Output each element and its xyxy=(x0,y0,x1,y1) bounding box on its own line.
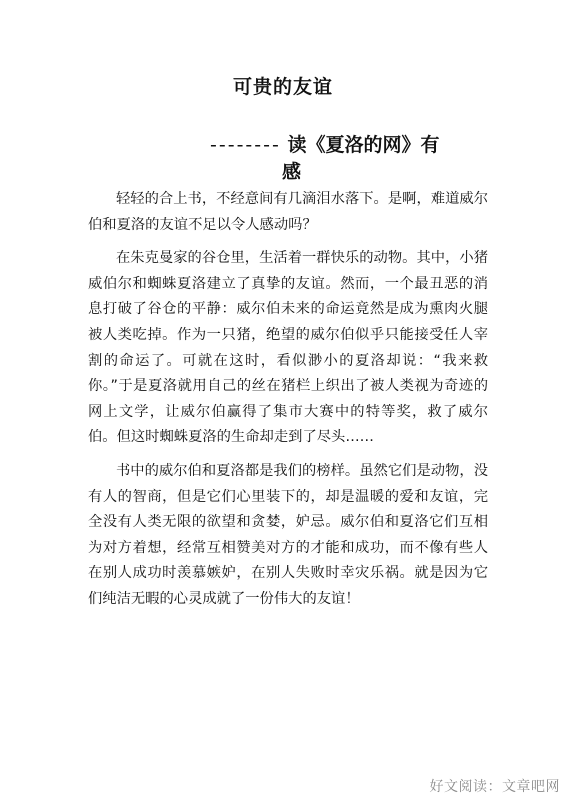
paragraph-1: 轻轻的合上书，不经意间有几滴泪水落下。是啊，难道威尔伯和夏洛的友谊不足以令人感动吗？ xyxy=(88,191,488,233)
article-body xyxy=(88,187,488,621)
paragraph-3: 书中的威尔伯和夏洛都是我们的榜样。虽然它们是动物，没有人的智商，但是它们心里装下的，却是温暖的爱和友谊，完全没有人类无限的欲望和贪婪，妒忌。威尔伯和夏洛它们互相为对方着想，经常互相赞美对方的才能和成功，而不像有些人在别人成功时羡慕嫉妒，在别人失败时幸灾乐祸。就是因为它们纯洁无暇的心灵成就了一份伟大的友谊！ xyxy=(88,462,488,607)
subtitle-line-1: 读《夏洛的网》有 xyxy=(287,134,440,156)
page-title: 可贵的友谊 xyxy=(232,76,333,98)
subtitle xyxy=(88,132,488,186)
subtitle-dashes: -------- xyxy=(210,134,281,156)
footer-watermark: 好文阅读：文章吧网 xyxy=(429,779,560,795)
paragraph-2: 在朱克曼家的谷仓里，生活着一群快乐的动物。其中，小猪威伯尔和蜘蛛夏洛建立了真挚的友谊。然而，一个最丑恶的消息打破了谷仓的平静：威尔伯未来的命运竟然是成为熏肉火腿被人类吃掉。作为一只猪，绝望的威尔伯似乎只能接受任人宰割的命运了。可就在这时，看似渺小的夏洛却说：“我来救你。”于是夏洛就用自己的丝在猪栏上织出了被人类视为奇迹的网上文学，让威尔伯赢得了集市大赛中的特等奖，救了威尔伯。但这时蜘蛛夏洛的生命却走到了尽头…… xyxy=(88,250,488,446)
subtitle-line-2: 感 xyxy=(282,161,302,183)
